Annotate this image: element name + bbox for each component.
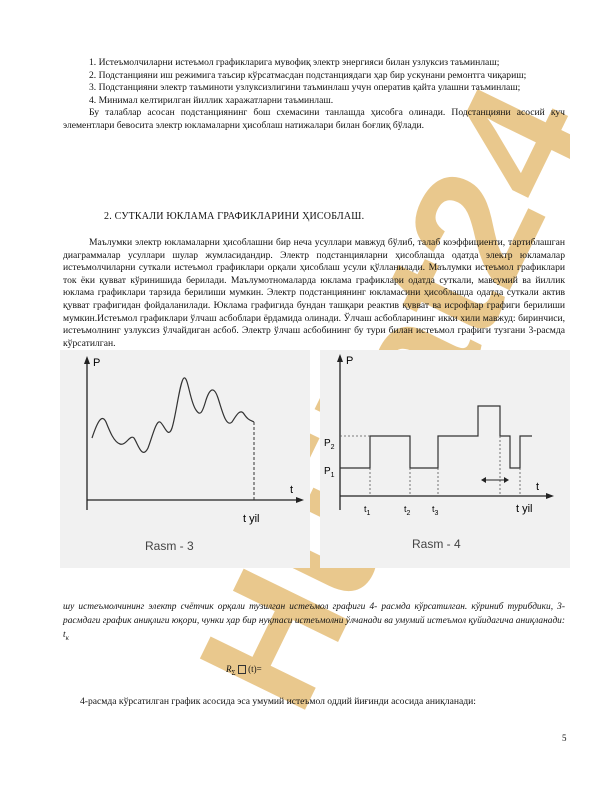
fig4-p2-label: $P_2$: [324, 438, 335, 451]
fig4-caption: Rasm - 4: [412, 537, 461, 551]
fig4-x-unit: t yil: [516, 503, 533, 515]
fig4-x-label: t: [536, 481, 540, 493]
formula-tail: (t)=: [248, 664, 262, 674]
fig3-x-unit: t yil: [243, 513, 260, 525]
fig3-x-label: t: [290, 484, 294, 496]
page-number: 5: [562, 733, 567, 743]
paragraph: Бу талаблар асосан подстанциянинг бош схемасини танлашда ҳисобга олинади. Подстанцияни асосий куч элементлари бевосита электр юкламаларни ҳисоблаш натижалари билан боғлиқ бўлади.: [63, 107, 565, 131]
figure-4: [320, 350, 570, 568]
fig4-p1-label: $P_1$: [324, 466, 335, 479]
formula: [226, 664, 262, 677]
list-item: 4. Минимал келтирилган йиллик харажатларни таъминлаш.: [89, 94, 334, 106]
formula-box: [238, 665, 246, 674]
fig4-t1-label: $t_1$: [364, 504, 371, 517]
fig3-y-label: P: [93, 357, 101, 369]
formula-sub: Σ: [231, 668, 236, 677]
fig3-caption: Rasm - 3: [145, 539, 194, 553]
italic-text: шу истеъмолчининг электр счётчик орқали тузилган истеъмол графиги 4- расмда кўрсатилган. кўриниб турибдики, 3-расмдаги график аниқлиги юқори, чунки ҳар бир нуқтаси истеъмолни ўлчанади ва умумий истеъмол қуйидагича аниқланади: t: [63, 602, 565, 640]
list-item: 2. Подстанцияни иш режимига таъсир кўрсатмасдан подстанциядаги ҳар бир ускунани ремонтга чиқариш;: [89, 69, 527, 81]
intro-list: [63, 57, 565, 133]
section-heading: 2. СУТКАЛИ ЮКЛАМА ГРАФИКЛАРИНИ ҲИСОБЛАШ.: [104, 211, 365, 222]
paragraph: 4-расмда кўрсатилган график асосида эса умумий истеъмол оддий йиғинди асосида аниқланади:: [80, 696, 476, 707]
figure-3: [60, 350, 310, 568]
main-paragraph-block: [63, 237, 565, 350]
fig4-t2-label: $t_2$: [404, 504, 411, 517]
list-item: 1. Истеъмолчиларни истеъмол графикларига мувофиқ электр энергияси билан узлуксиз таъминлаш;: [89, 57, 500, 68]
paragraph: Маълумки электр юкламаларни ҳисоблашни бир неча усуллари мавжуд бўлиб, талаб коэффициенти, тартиблашган диаграммалар усуллари шулар жумласидандир. Электр подстанцияларни ҳисоблашда одатда электр юкламалар истеъмолчиларни суткали истеъмол графиклари орқали ҳисоблаш усули қўлланилади. Маълумки истеъмол графиклари ток ёки қувват кўринишида берилади. Маълумотномаларда юклама графиклари одатда суткали, мавсумий ва йиллик юклама графиклари тарзида берилиши мумкин. Электр подстанциянинг юкламасини ҳисоблашда одатда суткали актив қувват графигидан фойдаланилади. Юклама графигида бундан ташқари реактив қувват ва исрофлар графиги берилиши мумкин.Истеъмол графиклари ўлчаш асбоблари ёрдамида олинади. Ўлчаш асбобларининг икки хили мавжуд: биринчиси, истеъмолнинг узлуксиз ўлчайдиган асбоб. Электр ўлчаш асбобининг бу тури билан истеъмол графиги тузгани 3-расмда кўрсатилган.: [63, 237, 565, 349]
formula-main: R: [226, 664, 232, 674]
italic-sub: к: [65, 633, 69, 642]
list-item: 3. Подстанцияни электр таъминоти узлуксизлигини таъминлаш учун оператив қайта улашни таъминлаш;: [89, 82, 521, 94]
italic-paragraph: [63, 600, 565, 645]
fig4-t3-label: $t_3$: [432, 504, 439, 517]
fig4-y-label: P: [346, 355, 354, 367]
